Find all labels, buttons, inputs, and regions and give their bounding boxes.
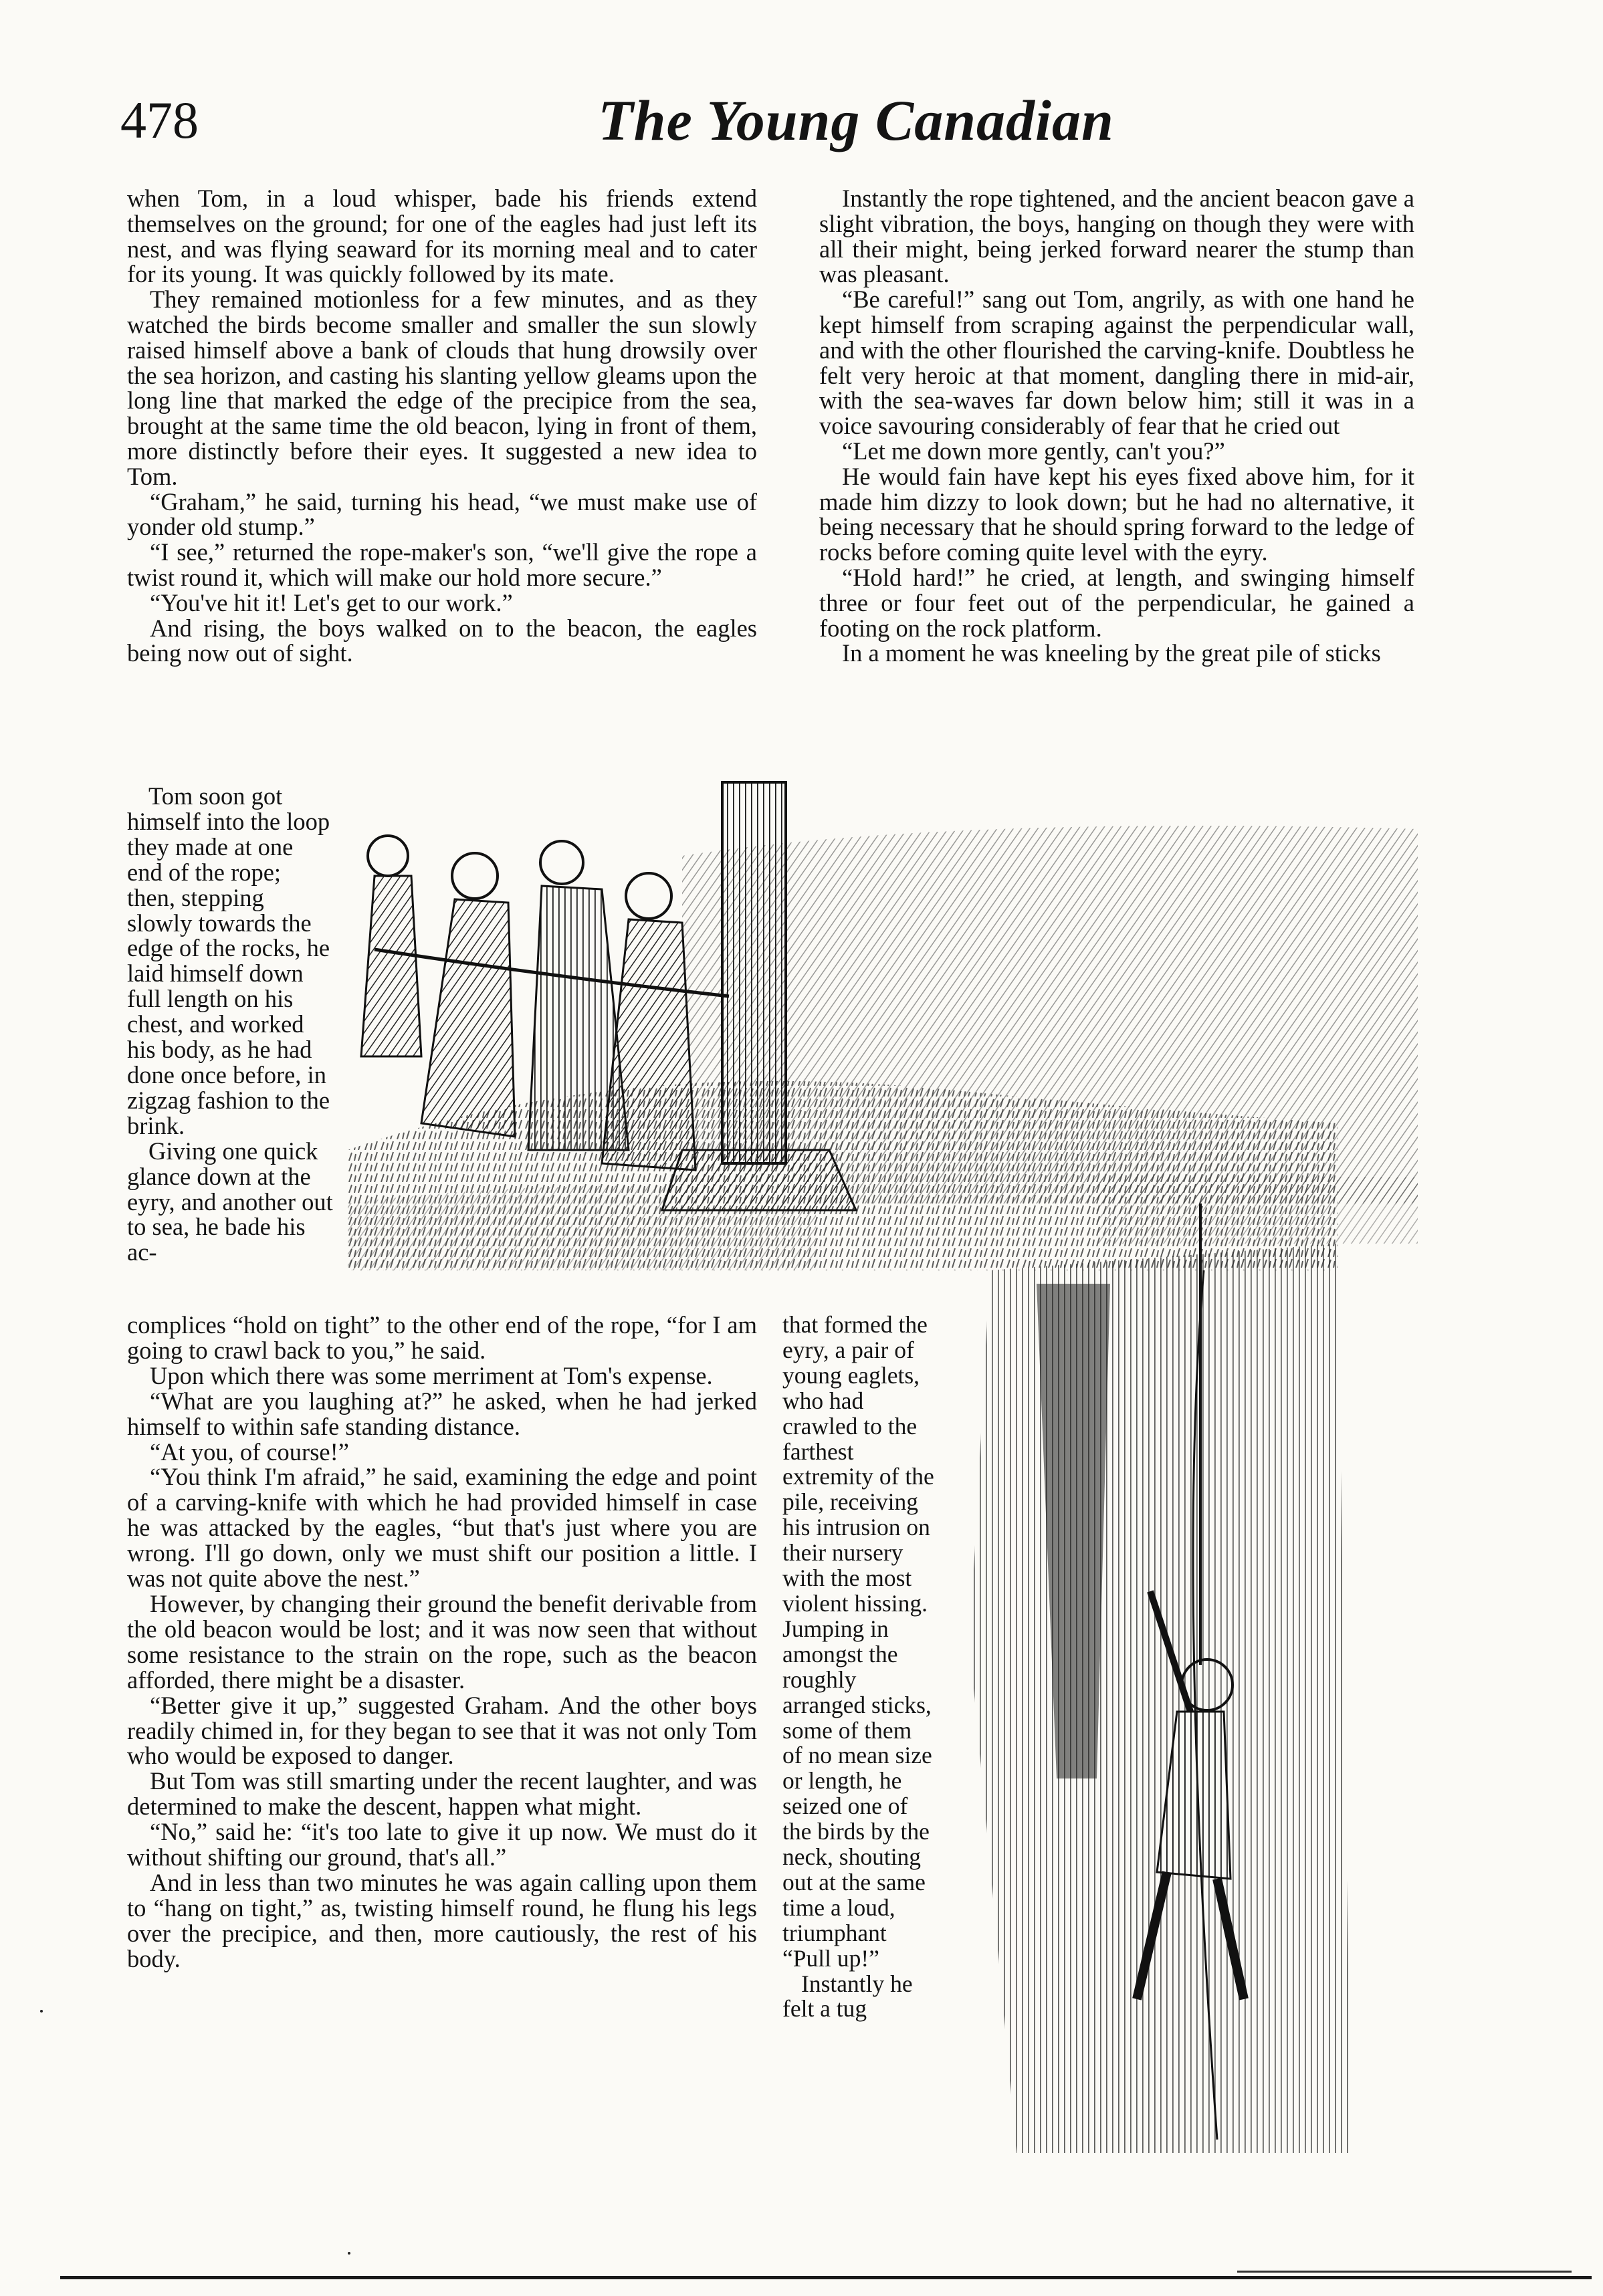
paragraph: And rising, the boys walked on to the beacon, the eagles being now out of sight. [127, 614, 757, 667]
engraving-illustration [348, 776, 1418, 2153]
bottom-rule [60, 2276, 1592, 2279]
paragraph: He would fain have kept his eyes fixed above him, for it made him dizzy to look down; but he had no alternative, it being necessary that he should spring forward to the ledge of rocks before coming quite level with the eyry. [819, 462, 1414, 566]
page-header [120, 87, 1458, 160]
left-column-top [127, 186, 757, 666]
paragraph: But Tom was still smarting under the recent laughter, and was determined to make the descent, happen what might. [127, 1767, 757, 1821]
paragraph: And in less than two minutes he was again calling upon them to “hang on tight,” as, twisting himself round, he flung his legs over the precipice, and then, more cautiously, the rest of his body. [127, 1868, 757, 1972]
paragraph: “You've hit it! Let's get to our work.” [150, 588, 513, 616]
paragraph: complices “hold on tight” to the other end of the rope, “for I am going to crawl back to you,” he said. [127, 1311, 757, 1364]
paragraph: “What are you laughing at?” he asked, when he had jerked himself to within safe standing distance. [127, 1387, 757, 1440]
paragraph: However, by changing their ground the benefit derivable from the old beacon would be lost; and it was now seen that without some resistance to the strain on the rope, such as the beacon afforded, there might be a disaster. [127, 1589, 757, 1694]
paragraph: Tom soon got himself into the loop they made at one end of the rope; then, stepping slowly towards the edge of the rocks, he laid himself down full length on his chest, and worked his body, as he had done once before, in zigzag fashion to the brink. [127, 782, 330, 1139]
paragraph: “Graham,” he said, turning his head, “we must make use of yonder old stump.” [127, 487, 757, 541]
bottom-rule-short [1237, 2271, 1572, 2273]
paragraph: Upon which there was some merriment at Tom's expense. [150, 1361, 713, 1389]
paragraph: In a moment he was kneeling by the great pile of sticks [842, 639, 1381, 667]
boys-pulling-rope [361, 836, 729, 1170]
paragraph: “Hold hard!” he cried, at length, and swinging himself three or four feet out of the perpendicular, he gained a footing on the rock platform. [819, 563, 1414, 642]
paragraph: “I see,” returned the rope-maker's son, “we'll give the rope a twist round it, which will make our hold more secure.” [127, 538, 757, 591]
paragraph: “Be careful!” sang out Tom, angrily, as with one hand he kept himself from scraping against the perpendicular wall, and with the other flourished the carving-knife. Doubtless he felt very heroic at that moment, dangling there in mid-air, with the sea-waves far down below him; still it was in a voice savouring considerably of fear that he cried out [819, 285, 1414, 440]
left-narrow-column [127, 784, 333, 1265]
paragraph: Instantly the rope tightened, and the ancient beacon gave a slight vibration, the boys, hanging on though they were with all their might, being jerked forward nearer the stump than was pleasant. [819, 185, 1414, 288]
page-number: 478 [120, 91, 199, 149]
right-column-top [819, 186, 1414, 666]
paragraph: “Better give it up,” suggested Graham. And the other boys readily chimed in, for they began to see that it was not only Tom who would be exposed to danger. [127, 1691, 757, 1770]
paragraph: “At you, of course!” [150, 1438, 349, 1466]
paragraph: “No,” said he: “it's too late to give it up now. We must do it without shifting our ground, that's all.” [127, 1818, 757, 1871]
paragraph: Instantly he felt a tug [782, 1970, 913, 2023]
print-speck [348, 2252, 350, 2255]
paragraph: They remained motionless for a few minutes, and as they watched the birds become smaller and smaller the sun slowly raised himself above a bank of clouds that hung drowsily over the sea horizon, and casting his slanting yellow gleams upon the long line that marked the edge of the precipice from the sea, brought at the same time the old beacon, lying in front of them, more distinctly before their eyes. It suggested a new idea to Tom. [127, 285, 757, 490]
print-speck [40, 2010, 43, 2013]
paragraph: “Let me down more gently, can't you?” [842, 437, 1225, 465]
paragraph: “You think I'm afraid,” he said, examining the edge and point of a carving-knife with which he had provided himself in case he was attacked by the eagles, “but that's just where you are wrong. I'll go down, only we must shift our position a little. I was not quite above the nest.” [127, 1463, 757, 1593]
paragraph: that formed the eyry, a pair of young eaglets, who had crawled to the farthest extremity of the pile, receiving his intrusion on their nursery with the most violent hissing. Jumping in amongst the roughly arranged sticks, some of them of no mean size or length, he seized one of the birds by the neck, shouting out at the same time a loud, triumphant “Pull up!” [782, 1311, 934, 1972]
cliff-face [970, 1244, 1351, 2153]
running-title: The Young Canadian [598, 88, 1114, 152]
paragraph: Giving one quick glance down at the eyry, and another out to sea, he bade his ac- [127, 1137, 333, 1266]
paragraph: when Tom, in a loud whisper, bade his friends extend themselves on the ground; for one of the eagles had just left its nest, and was flying seaward for its morning meal and to cater for its young. It was quickly followed by its mate. [127, 185, 757, 288]
